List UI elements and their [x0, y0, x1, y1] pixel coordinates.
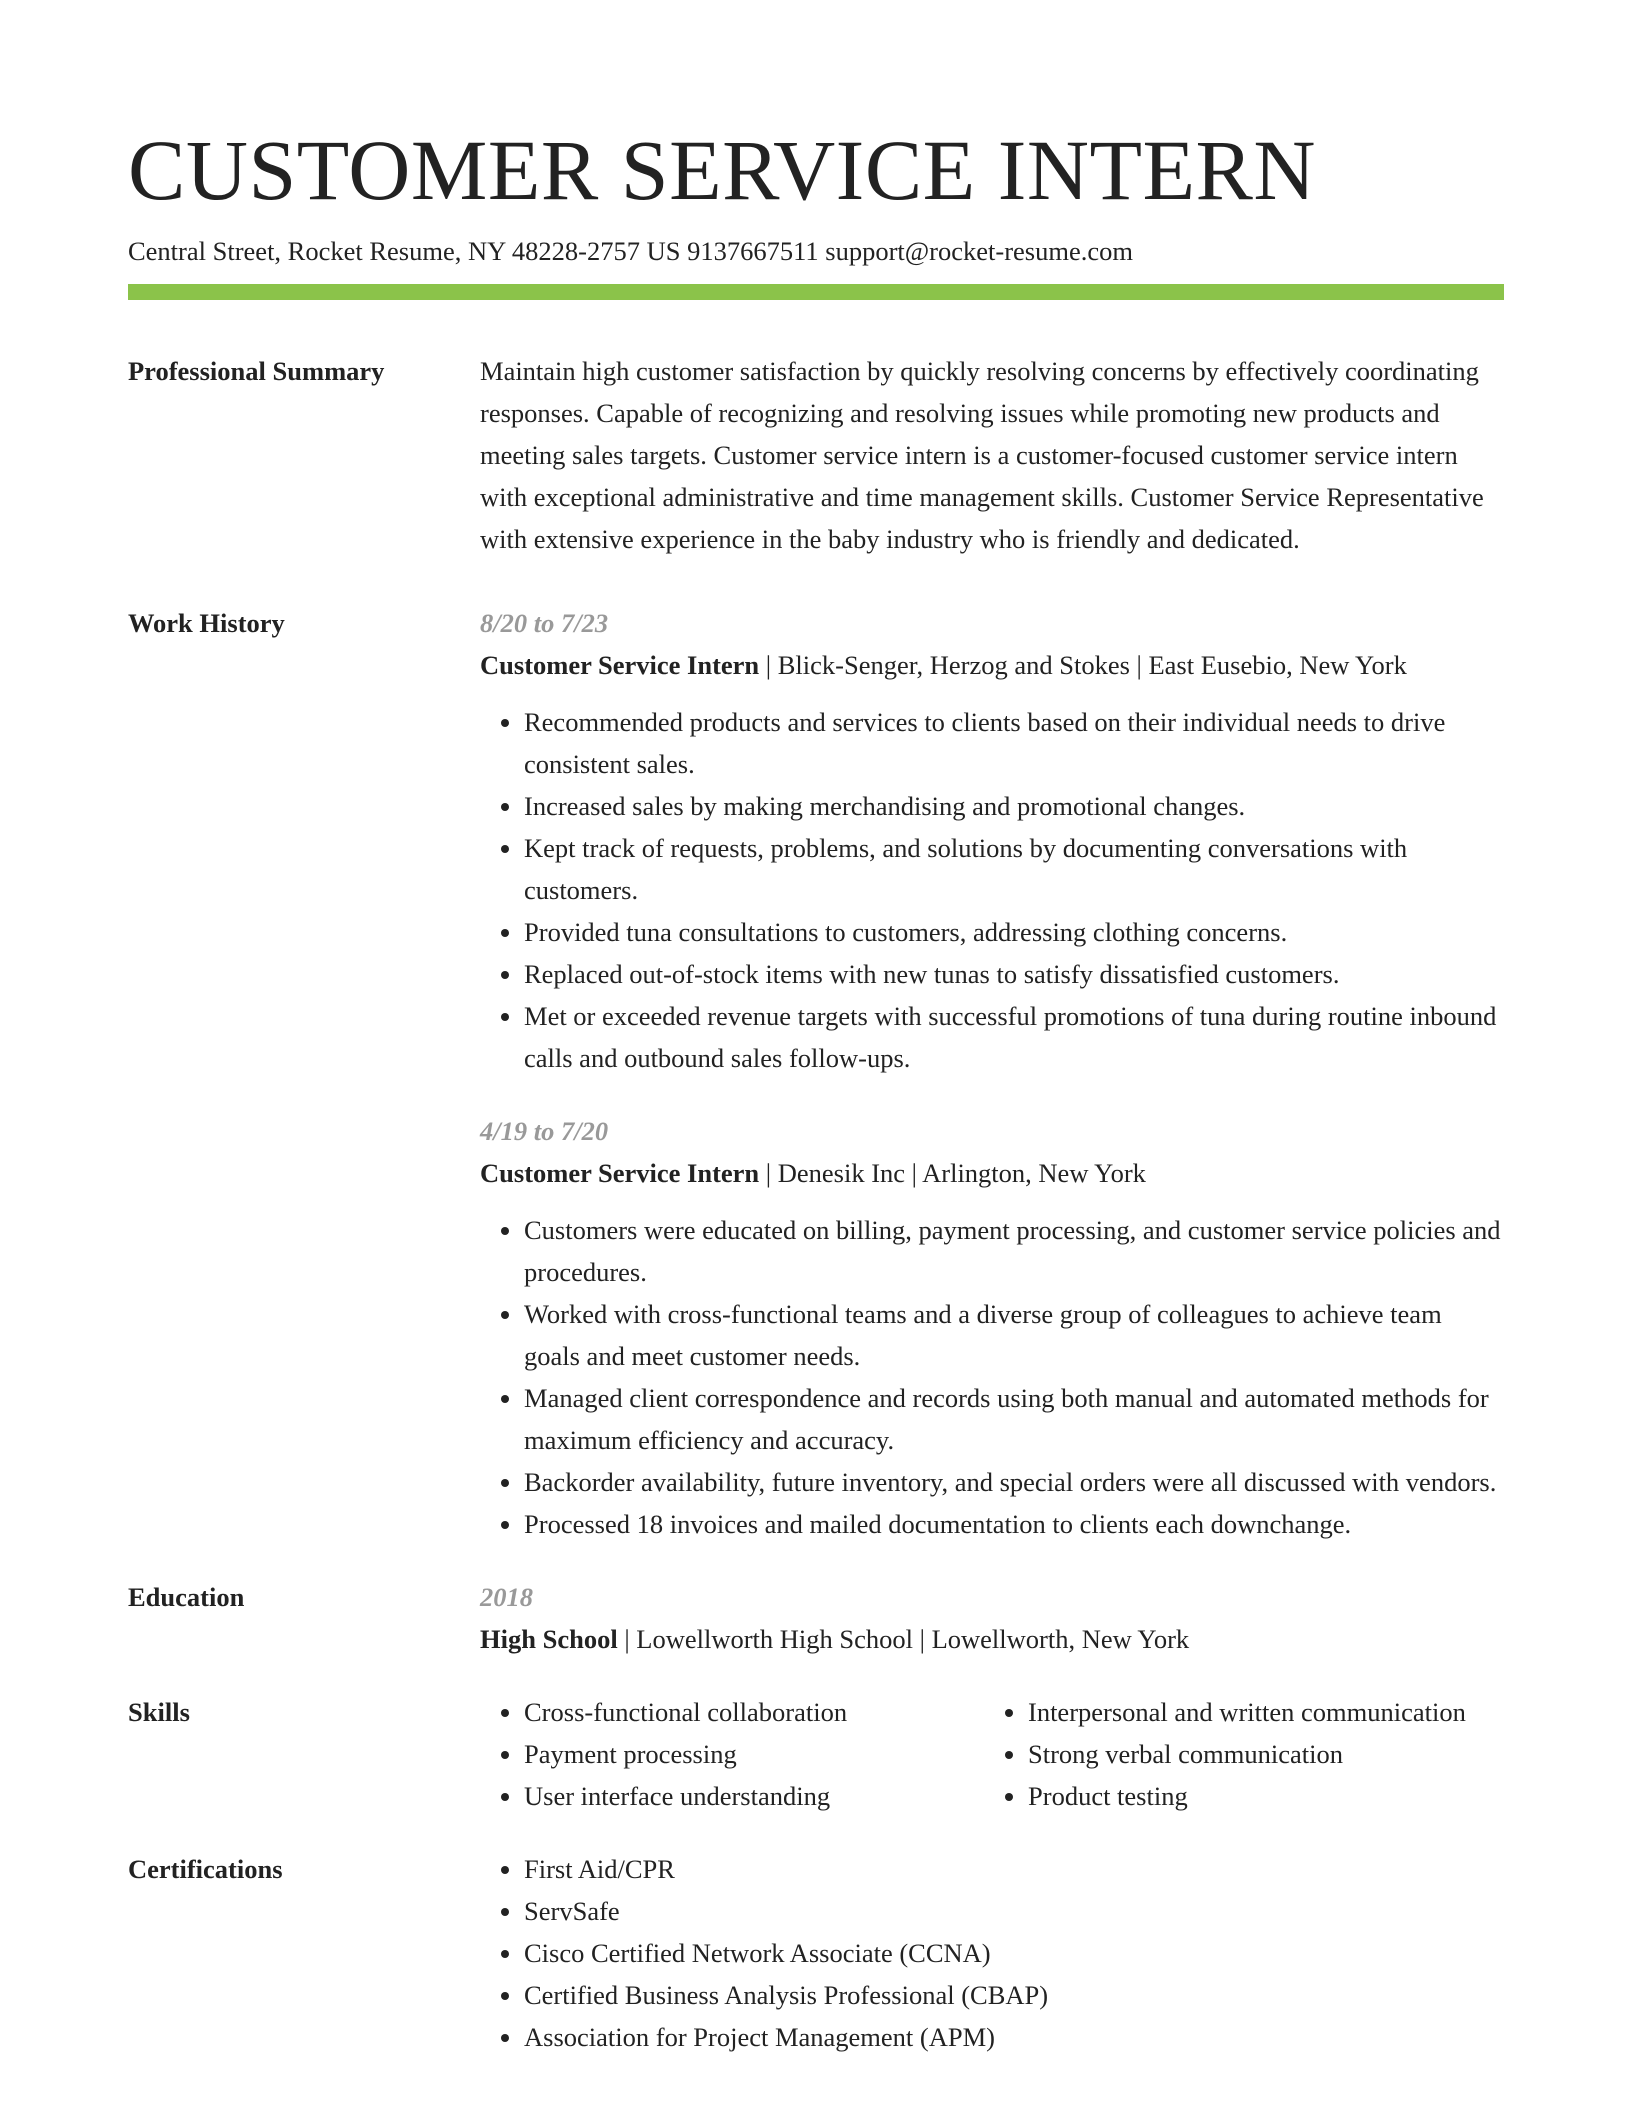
education-body [480, 1576, 1504, 1660]
skill-item: • Payment processing [524, 1733, 984, 1775]
job-entry [480, 1110, 1504, 1545]
job-title: Customer Service Intern [480, 650, 760, 680]
certifications-section [128, 1848, 1504, 2058]
skills-list-left [480, 1691, 984, 1817]
summary-text: Maintain high customer satisfaction by quickly resolving concerns by effectively coordinating responses. Capable of recognizing and resolving issues while promoting new products and meeting sales targets. Customer service intern is a customer-focused customer service intern with exceptional administrative and time management skills. Customer Service Representative with extensive experience in the baby industry who is friendly and dedicated. [480, 356, 1484, 554]
job-bullet: • Worked with cross-functional teams and a diverse group of colleagues to achieve team goals and meet customer needs. [524, 1293, 1504, 1377]
certifications-list [480, 1848, 1504, 2058]
skills-body [480, 1691, 1504, 1817]
job-bullet: • Backorder availability, future inventory, and special orders were all discussed with vendors. [524, 1461, 1504, 1503]
job-entry [480, 602, 1504, 1079]
skill-item: • Cross-functional collaboration [524, 1691, 984, 1733]
work-history-body [480, 602, 1504, 1545]
skill-item: • Strong verbal communication [1028, 1733, 1504, 1775]
summary-label: Professional Summary [128, 356, 385, 386]
job-bullet: • Kept track of requests, problems, and solutions by documenting conversations with customers. [524, 827, 1504, 911]
job-heading [480, 644, 1504, 686]
job-heading [480, 1152, 1504, 1194]
certifications-label: Certifications [128, 1854, 283, 1884]
education-heading [480, 1618, 1504, 1660]
education-label: Education [128, 1582, 245, 1612]
education-section [128, 1576, 1504, 1660]
job-bullets [480, 701, 1504, 1079]
skill-item: • Interpersonal and written communication [1028, 1691, 1504, 1733]
resume-title: CUSTOMER SERVICE INTERN [128, 122, 1316, 218]
summary-section [128, 350, 1504, 560]
job-bullet: • Managed client correspondence and records using both manual and automated methods for maximum efficiency and accuracy. [524, 1377, 1504, 1461]
job-bullet: • Increased sales by making merchandising and promotional changes. [524, 785, 1504, 827]
accent-divider [128, 284, 1504, 300]
job-bullets [480, 1209, 1504, 1545]
skills-column-left [480, 1691, 984, 1817]
certifications-body [480, 1848, 1504, 2058]
certification-item: • Association for Project Management (APM) [524, 2016, 1504, 2058]
certification-item: • ServSafe [524, 1890, 1504, 1932]
skills-grid [480, 1691, 1504, 1817]
work-history-label: Work History [128, 608, 285, 638]
education-school: | Lowellworth High School | Lowellworth, New York [617, 1624, 1190, 1654]
job-bullet: • Replaced out-of-stock items with new tunas to satisfy dissatisfied customers. [524, 953, 1504, 995]
job-title: Customer Service Intern [480, 1158, 760, 1188]
skill-item: • User interface understanding [524, 1775, 984, 1817]
education-year: 2018 [480, 1582, 533, 1612]
skills-label: Skills [128, 1697, 190, 1727]
job-dates: 4/19 to 7/20 [480, 1116, 609, 1146]
job-dates: 8/20 to 7/23 [480, 608, 609, 638]
skill-item: • Product testing [1028, 1775, 1504, 1817]
certification-item: • Cisco Certified Network Associate (CCNA) [524, 1932, 1504, 1974]
work-history-section [128, 602, 1504, 1545]
job-bullet: • Customers were educated on billing, payment processing, and customer service policies and procedures. [524, 1209, 1504, 1293]
certification-item: • First Aid/CPR [524, 1848, 1504, 1890]
certification-item: • Certified Business Analysis Professional (CBAP) [524, 1974, 1504, 2016]
skills-section [128, 1691, 1504, 1817]
job-bullet: • Provided tuna consultations to customers, addressing clothing concerns. [524, 911, 1504, 953]
job-bullet: • Recommended products and services to clients based on their individual needs to drive consistent sales. [524, 701, 1504, 785]
skills-column-right [984, 1691, 1504, 1817]
job-employer: | Blick-Senger, Herzog and Stokes | East Eusebio, New York [759, 650, 1407, 680]
job-bullet: • Processed 18 invoices and mailed documentation to clients each downchange. [524, 1503, 1504, 1545]
contact-line: Central Street, Rocket Resume, NY 48228-2757 US 9137667511 support@rocket-resume.com [128, 236, 1133, 266]
job-bullet: • Met or exceeded revenue targets with successful promotions of tuna during routine inbound calls and outbound sales follow-ups. [524, 995, 1504, 1079]
skills-list-right [984, 1691, 1504, 1817]
job-employer: | Denesik Inc | Arlington, New York [759, 1158, 1146, 1188]
resume-page [128, 0, 1504, 2058]
summary-body [480, 350, 1504, 560]
education-degree: High School [480, 1624, 618, 1654]
